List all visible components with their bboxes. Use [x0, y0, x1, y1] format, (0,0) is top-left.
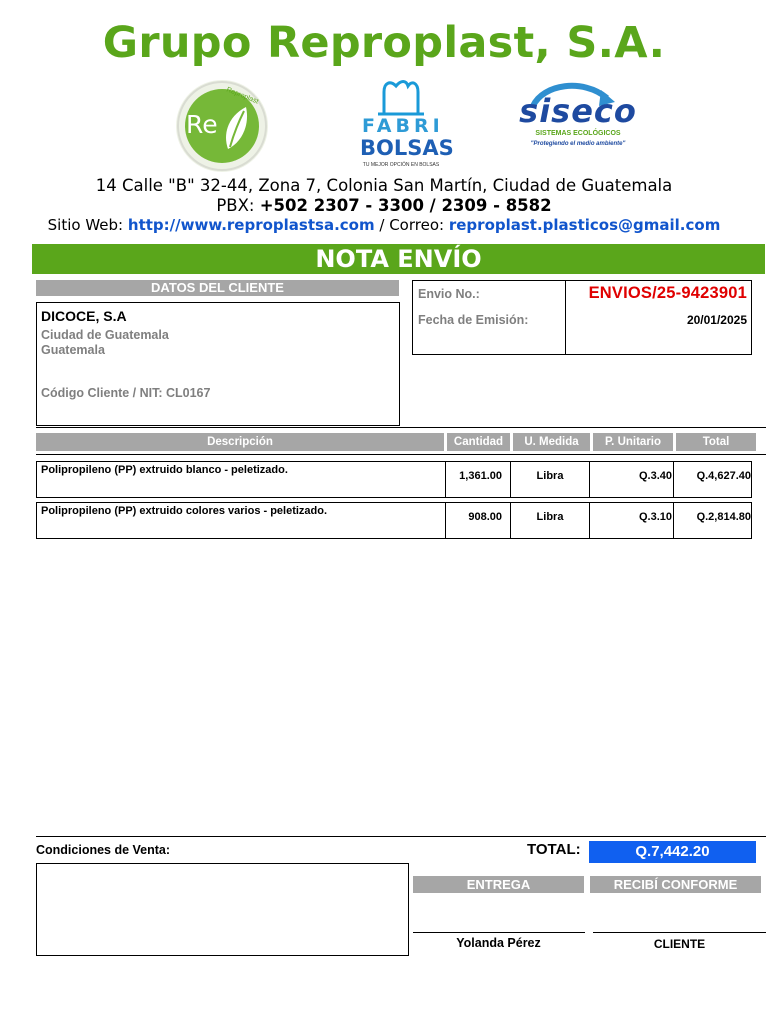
entrega-header: ENTREGA: [413, 876, 584, 893]
company-contact: [0, 216, 768, 234]
web-label: Sitio Web:: [47, 216, 124, 234]
envio-label: Envio No.:: [418, 287, 480, 301]
row-total: Q.4,627.40: [696, 470, 751, 482]
row-medida: Libra: [536, 511, 564, 523]
cell-medida: [511, 503, 590, 538]
client-code: Código Cliente / NIT: CL0167: [41, 386, 211, 400]
fecha-label: Fecha de Emisión:: [418, 313, 529, 327]
web-link[interactable]: http://www.reproplastsa.com: [127, 216, 375, 234]
fabribolsas-tagline: TU MEJOR OPCIÓN EN BOLSAS: [362, 162, 440, 168]
row-unitario: Q.3.10: [638, 511, 672, 523]
client-box: [36, 302, 400, 426]
table-row: [36, 502, 752, 539]
document-title: NOTA ENVÍO: [32, 244, 765, 274]
table-header-rule: [36, 454, 766, 455]
company-phone: [0, 196, 768, 215]
entrega-signature-line: [413, 932, 585, 933]
cell-descripcion: [37, 503, 446, 538]
fecha-value: 20/01/2025: [686, 313, 747, 327]
row-cantidad: 908.00: [468, 511, 502, 523]
phone-label: PBX:: [216, 196, 255, 215]
fabribolsas-logo: [356, 78, 454, 174]
siseco-subtitle: SISTEMAS ECOLÓGICOS: [535, 130, 621, 137]
client-name: DICOCE, S.A: [41, 308, 127, 324]
entrega-name: Yolanda Pérez: [456, 936, 541, 950]
table-row: [36, 461, 752, 498]
row-unitario: Q.3.40: [638, 470, 672, 482]
cell-total: [674, 462, 752, 497]
envio-box: [412, 280, 752, 355]
reproplast-logo-letters: Re: [186, 110, 218, 139]
company-address: 14 Calle "B" 32-44, Zona 7, Colonia San Martín, Ciudad de Guatemala: [95, 176, 673, 195]
header-medida: U. Medida: [513, 433, 590, 451]
recibi-signature-line: [593, 932, 766, 933]
recibi-name: CLIENTE: [653, 937, 706, 951]
reproplast-logo: [170, 77, 274, 175]
fabribolsas-line2: BOLSAS: [360, 136, 454, 160]
header-cantidad: Cantidad: [447, 433, 510, 451]
total-value: Q.7,442.20: [589, 841, 756, 863]
row-medida: Libra: [536, 470, 564, 482]
header-total: Total: [676, 433, 756, 451]
email-link[interactable]: reproplast.plasticos@gmail.com: [448, 216, 721, 234]
conditions-label: Condiciones de Venta:: [36, 843, 171, 857]
header-descripcion: Descripción: [36, 433, 444, 451]
svg-text:Reproplast: Reproplast: [225, 86, 260, 106]
cell-medida: [511, 462, 590, 497]
conditions-box: [36, 863, 409, 956]
footer-rule: [36, 836, 766, 837]
cell-unitario: [590, 503, 674, 538]
row-total: Q.2,814.80: [696, 511, 751, 523]
envio-divider: [565, 281, 566, 354]
row-cantidad: 1,361.00: [459, 470, 502, 482]
row-descripcion: Polipropileno (PP) extruido blanco - peletizado.: [41, 464, 288, 476]
client-city: Ciudad de Guatemala: [41, 328, 169, 342]
siseco-slogan: "Protegiendo el medio ambiente": [530, 141, 626, 147]
company-title: Grupo Reproplast, S.A.: [102, 18, 666, 68]
table-top-rule: [36, 427, 766, 428]
client-country: Guatemala: [41, 343, 105, 357]
table-header: [36, 433, 766, 451]
client-header: DATOS DEL CLIENTE: [36, 280, 399, 296]
cell-total: [674, 503, 752, 538]
cell-unitario: [590, 462, 674, 497]
siseco-name: siseco: [519, 92, 637, 130]
header-unitario: P. Unitario: [593, 433, 673, 451]
recibi-header: RECIBÍ CONFORME: [590, 876, 761, 893]
email-label: / Correo:: [379, 216, 445, 234]
fabribolsas-line1: FABRI: [362, 115, 444, 137]
siseco-logo: [503, 80, 653, 154]
cell-cantidad: [446, 462, 511, 497]
phone-numbers: +502 2307 - 3300 / 2309 - 8582: [259, 196, 552, 215]
total-label: TOTAL:: [527, 841, 581, 858]
row-descripcion: Polipropileno (PP) extruido colores varios - peletizado.: [41, 505, 328, 517]
cell-descripcion: [37, 462, 446, 497]
envio-number: ENVIOS/25-9423901: [588, 284, 747, 302]
cell-cantidad: [446, 503, 511, 538]
